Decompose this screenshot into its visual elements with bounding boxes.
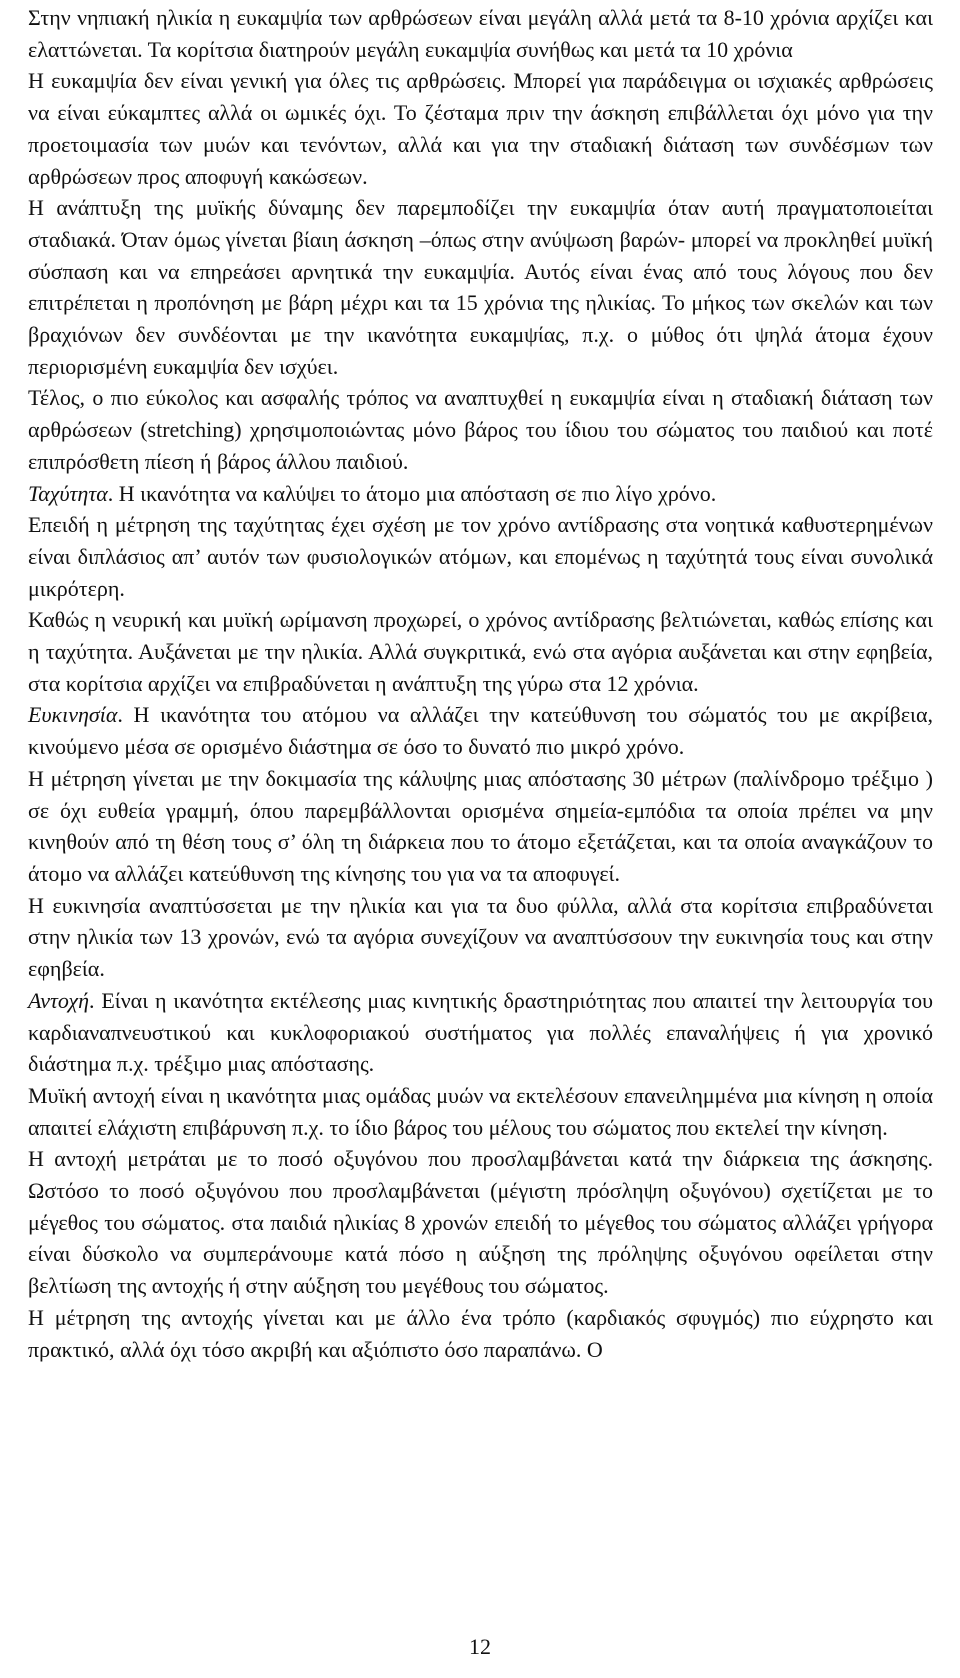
term-agility: Ευκινησία xyxy=(28,702,118,728)
paragraph-muscular-endurance: Μυϊκή αντοχή είναι η ικανότητα μιας ομάδας μυών να εκτελέσουν επανειλημμένα μια κίνηση η οποία απαιτεί ελάχιστη επιβάρυνση π.χ. το ίδιο βάρος του μέλους του σώματος που εκτελεί την κίνηση. xyxy=(28,1082,933,1140)
paragraph-strength-flexibility: Η ανάπτυξη της μυϊκής δύναμης δεν παρεμποδίζει την ευκαμψία όταν αυτή πραγματοποιείται σταδιακά. Όταν όμως γίνεται βίαιη άσκηση –όπως στην ανύψωση βαρών- μπορεί να προκληθεί μυϊκή σύσπαση και να επηρεάσει αρνητικά την ευκαμψία. Αυτός είναι ένας από τους λόγους που δεν επιτρέπεται η προπόνηση με βάρη μέχρι και τα 15 χρόνια της ηλικίας. Το μήκος των σκελών και των βραχιόνων δεν συνδέονται με την ικανότητα ευκαμψίας, π.χ. ο μύθος ότι ψηλά άτομα έχουν περιορισμένη ευκαμψία δεν ισχύει. xyxy=(28,195,933,379)
paragraph-speed-maturation: Καθώς η νευρική και μυϊκή ωρίμανση προχωρεί, ο χρόνος αντίδρασης βελτιώνεται, καθώς επίσης και η ταχύτητα. Αυξάνεται με την ηλικία. Αλλά συγκριτικά, ενώ στα αγόρια αυξάνεται και στην εφηβεία, στα κορίτσια αρχίζει να επιβραδύνεται η ανάπτυξη της γύρω στα 12 χρόνια. xyxy=(28,607,933,696)
term-endurance: Αντοχή xyxy=(28,987,90,1013)
term-agility-punct: . xyxy=(117,702,123,728)
paragraph-speed-definition xyxy=(28,478,933,510)
term-speed-punct: . xyxy=(107,480,114,506)
paragraph-flexibility-age: Στην νηπιακή ηλικία η ευκαμψία των αρθρώσεων είναι μεγάλη αλλά μετά τα 8-10 χρόνια αρχίζει και ελαττώνεται. Τα κορίτσια διατηρούν μεγάλη ευκαμψία συνήθως και μετά τα 10 χρόνια xyxy=(28,5,933,62)
paragraph-endurance-oxygen: Η αντοχή μετράται με το ποσό οξυγόνου που προσλαμβάνεται κατά την διάρκεια της άσκησης. Ωστόσο το ποσό οξυγόνου που προσλαμβάνεται (μέγιστη πρόσληψη οξυγόνου) σχετίζεται με το μέγεθος του σώματος. στα παιδιά ηλικίας 8 χρονών επειδή το μέγεθος του σώματος αλλάζει γρήγορα είναι δύσκολο να συμπεράνουμε κατά πόσο η αύξηση της πρόληψης οξυγόνου οφείλεται στην βελτίωση της αντοχής ή στην αύξηση του μεγέθους του σώματος. xyxy=(28,1146,933,1299)
page-number: 12 xyxy=(469,1634,491,1659)
speed-definition-text: Η ικανότητα να καλύψει το άτομο μια απόσταση σε πιο λίγο χρόνο. xyxy=(113,480,717,506)
paragraph-endurance-definition xyxy=(28,985,933,1080)
paragraph-speed-reaction: Επειδή η μέτρηση της ταχύτητας έχει σχέση με τον χρόνο αντίδρασης στα νοητικά καθυστερημένων είναι διπλάσιος απ’ αυτόν των φυσιολογικών ατόμων, και επομένως η ταχύτητά τους είναι συνολικά μικρότερη. xyxy=(28,512,933,601)
term-speed: Ταχύτητα xyxy=(28,480,108,506)
paragraph-stretching: Τέλος, ο πιο εύκολος και ασφαλής τρόπος να αναπτυχθεί η ευκαμψία είναι η σταδιακή διάταση των αρθρώσεων (stretching) χρησιμοποιώντας μόνο βάρος του ίδιου του σώματος του παιδιού και ποτέ επιπρόσθετη πίεση ή βάρος άλλου παιδιού. xyxy=(28,385,933,474)
paragraph-endurance-heart-rate: Η μέτρηση της αντοχής γίνεται και με άλλο ένα τρόπο (καρδιακός σφυγμός) πιο εύχρηστο και πρακτικό, αλλά όχι τόσο ακριβή και αξιόπιστο όσο παραπάνω. Ο xyxy=(28,1304,933,1362)
paragraph-agility-definition xyxy=(28,699,933,762)
page-body-text xyxy=(28,2,933,1365)
paragraph-agility-development: Η ευκινησία αναπτύσσεται με την ηλικία και για τα δυο φύλλα, αλλά στα κορίτσια επιβραδύνεται στην ηλικία των 13 χρονών, ενώ τα αγόρια συνεχίζουν να αναπτύσσουν την ευκινησία τους και στην εφηβεία. xyxy=(28,892,933,982)
term-endurance-punct: . xyxy=(89,987,95,1013)
paragraph-agility-measurement: Η μέτρηση γίνεται με την δοκιμασία της κάλυψης μιας απόστασης 30 μέτρων (παλίνδρομο τρέξιμο ) σε όχι ευθεία γραμμή, όπου παρεμβάλλονται ορισμένα σημεία-εμπόδια τα οποία πρέπει να μην κινηθούν από τη θέση τους σ’ όλη τη διάρκεια που το άτομο εξετάζεται, και τα οποία αναγκάζουν το άτομο να αλλάζει κατεύθυνση της κίνησης του για να τα αποφυγεί. xyxy=(28,765,933,886)
agility-definition-text: Η ικανότητα του ατόμου να αλλάζει την κατεύθυνση του σώματός του με ακρίβεια, κινούμενο μέσα σε ορισμένο διάστημα σε όσο το δυνατό πιο μικρό χρόνο. xyxy=(28,702,933,760)
paragraph-flexibility-joints: Η ευκαμψία δεν είναι γενική για όλες τις αρθρώσεις. Μπορεί για παράδειγμα οι ισχιακές αρθρώσεις να είναι εύκαμπτες αλλά οι ωμικές όχι. Το ζέσταμα πριν την άσκηση επιβάλλεται όχι μόνο για την προετοιμασία των μυών και τενόντων, αλλά και για την σταδιακή διάταση των συνδέσμων των αρθρώσεων προς αποφυγή κακώσεων. xyxy=(28,68,933,189)
endurance-definition-text: Είναι η ικανότητα εκτέλεσης μιας κινητικής δραστηριότητας που απαιτεί την λειτουργία του καρδιαναπνευστικού και κυκλοφοριακού συστήματος για πολλές επαναλήψεις ή για χρονικό διάστημα π.χ. τρέξιμο μιας απόστασης. xyxy=(28,987,933,1077)
